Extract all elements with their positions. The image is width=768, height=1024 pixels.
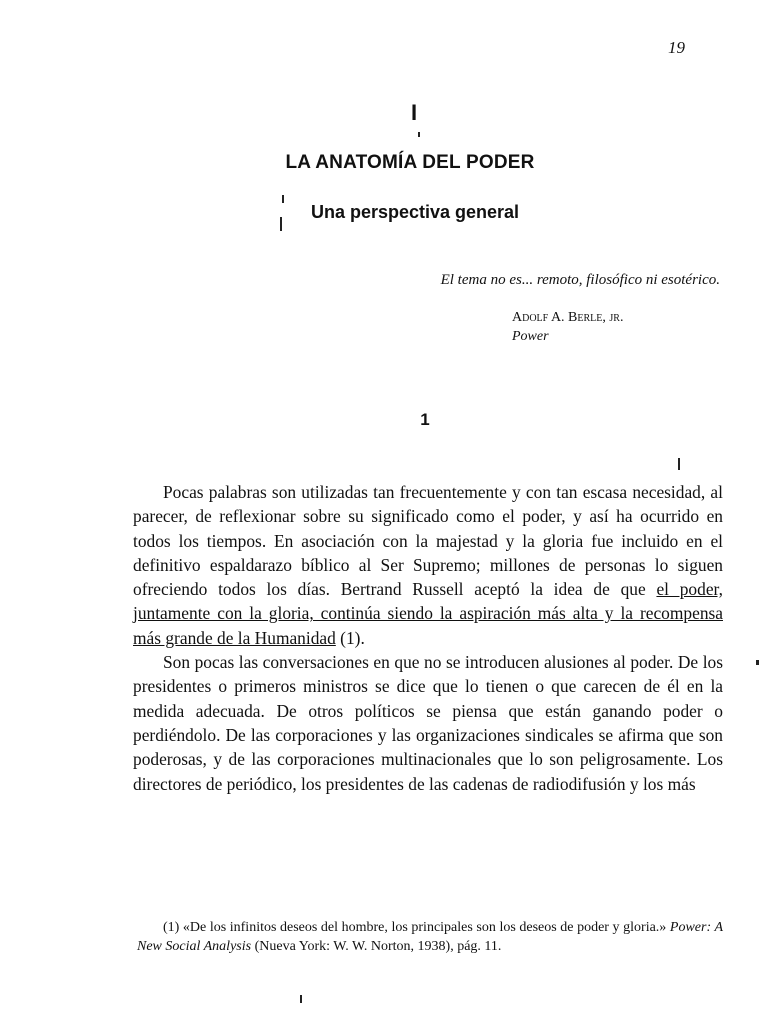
paragraph-1-text: Pocas palabras son utilizadas tan frecuentemente y con tan escasa necesidad, al parecer, de reflexionar sobre su significado como el poder, y así ha ocurrido en todos los tiempos. En asociación con la majestad y la gloria fue incluido en el definitivo espaldarazo bíblico al Ser Supremo; millones de personas lo siguen ofreciendo todos los días. Bertrand Russell aceptó la idea de que xyxy=(133,482,723,600)
paragraph-2: Son pocas las conversaciones en que no se introducen alusiones al poder. De los presidentes o primeros ministros se dice que lo tienen o que carecen de él en la medida adecuada. De otros políticos se piensa que están ganando poder o perdiéndolo. De las corporaciones y las organizaciones sindicales se afirma que son poderosas, y de las corporaciones multinacionales que lo son peligrosamente. Los directores de periódico, los presidentes de las cadenas de radiodifusión y los más xyxy=(133,652,723,794)
epigraph-work: Power xyxy=(512,329,549,344)
footnote-title: Power: A New Social Analysis xyxy=(137,920,723,954)
chapter-title: LA ANATOMÍA DEL PODER xyxy=(285,152,535,173)
footnote-text: (1) «De los infinitos deseos del hombre, los principales son los deseos de poder y gloria.» xyxy=(163,920,670,935)
body-text xyxy=(133,480,723,796)
pencil-mark xyxy=(678,458,680,470)
footnote-source: (Nueva York: W. W. Norton, 1938), pág. 11. xyxy=(251,939,502,954)
pencil-mark xyxy=(756,660,759,665)
pencil-mark xyxy=(282,195,284,203)
pencil-mark xyxy=(300,995,302,1003)
paragraph-1-end: (1). xyxy=(335,627,365,648)
epigraph-author: Adolf A. Berle, jr. xyxy=(512,310,624,325)
epigraph-attribution xyxy=(512,308,732,346)
chapter-numeral: I xyxy=(410,100,418,125)
pencil-mark xyxy=(418,132,420,137)
section-number: 1 xyxy=(420,410,430,429)
epigraph-quote: El tema no es... remoto, filosófico ni esotérico. xyxy=(440,272,720,288)
pencil-mark xyxy=(280,217,282,231)
paragraph-1 xyxy=(133,480,723,650)
chapter-subtitle: Una perspectiva general xyxy=(310,202,520,222)
footnote xyxy=(137,918,723,956)
underlined-quote: el poder, juntamente con la gloria, continúa siendo la aspiración más alta y la recompensa más grande de la Humanidad xyxy=(133,579,723,648)
page-number: 19 xyxy=(668,38,685,57)
